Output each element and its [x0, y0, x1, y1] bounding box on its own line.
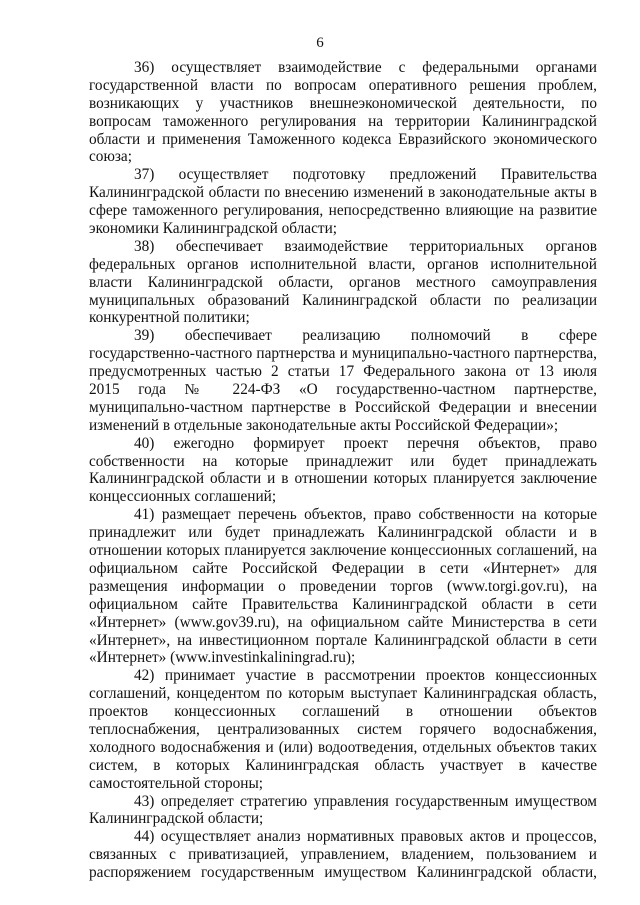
paragraph	[89, 828, 597, 882]
text-line: изменений в отдельные законодательные акты Российской Федерации»;	[89, 416, 559, 434]
text-line: государственной власти по вопросам оперативного решения проблем,	[89, 76, 597, 94]
text-line: вопросам таможенного регулирования на территории Калининградской	[89, 112, 597, 130]
text-line: принадлежит или будет принадлежать Калининградской области и в	[89, 524, 597, 542]
text-line: возникающих у участников внешнеэкономической деятельности, по	[89, 94, 597, 112]
document-body	[89, 59, 597, 882]
text-line: официальном сайте Правительства Калининградской области в сети	[89, 595, 597, 613]
text-line: проектов концессионных соглашений в отношении объектов	[89, 703, 597, 721]
text-line: государственно-частного партнерства и муниципально-частного партнерства,	[89, 345, 597, 363]
paragraph	[89, 166, 597, 238]
text-line: концессионных соглашений;	[89, 488, 277, 506]
paragraph	[89, 435, 597, 507]
text-line: Калининградской области и в отношении которых планируется заключение	[89, 470, 597, 488]
text-line: области и применения Таможенного кодекса Евразийского экономического	[89, 130, 597, 148]
text-line: 2015 года № 224-ФЗ «О государственно-частном партнерстве,	[89, 381, 597, 399]
text-line: предусмотренных частью 2 статьи 17 Федерального закона от 13 июля	[89, 363, 597, 381]
text-line: холодного водоснабжения и (или) водоотведения, отдельных объектов таких	[89, 738, 597, 756]
text-line: 38) обеспечивает взаимодействие территориальных органов	[134, 237, 597, 255]
text-line: 42) принимает участие в рассмотрении проектов концессионных	[134, 667, 597, 685]
text-line: отношении которых планируется заключение концессионных соглашений, на	[89, 542, 597, 560]
paragraph	[89, 793, 597, 829]
text-line: размещения информации о проведении торгов (www.torgi.gov.ru), на	[89, 577, 597, 595]
text-line: муниципально-частном партнерстве в Российской Федерации и внесении	[89, 398, 597, 416]
text-line: конкурентной политики;	[89, 309, 250, 327]
text-line: 36) осуществляет взаимодействие с федеральными органами	[134, 59, 597, 76]
text-line: систем, в которых Калининградская область участвует в качестве	[89, 756, 597, 774]
text-line: Калининградской области;	[89, 810, 264, 828]
page-number: 6	[316, 35, 324, 51]
text-line: соглашений, концедентом по которым выступает Калининградская область,	[89, 685, 597, 703]
text-line: Калининградской области по внесению изменений в законодательные акты в	[89, 184, 597, 202]
text-line: 44) осуществляет анализ нормативных правовых актов и процессов,	[134, 828, 597, 846]
text-line: теплоснабжения, централизованных систем горячего водоснабжения,	[89, 720, 597, 738]
text-line: «Интернет» (www.gov39.ru), на официальном сайте Министерства в сети	[89, 613, 597, 631]
text-line: союза;	[89, 148, 132, 166]
text-line: федеральных органов исполнительной власти, органов исполнительной	[89, 255, 597, 273]
text-line: муниципальных образований Калининградской области по реализации	[89, 291, 597, 309]
text-line: власти Калининградской области, органов местного самоуправления	[89, 273, 597, 291]
paragraph	[89, 667, 597, 792]
text-line: официальном сайте Российской Федерации в сети «Интернет» для	[89, 559, 597, 577]
text-line: 40) ежегодно формирует проект перечня объектов, право	[134, 434, 597, 452]
text-line: «Интернет» (www.investinkaliningrad.ru);	[89, 649, 356, 667]
text-line: 41) размещает перечень объектов, право собственности на которые	[134, 506, 597, 524]
text-line: собственности на которые принадлежит или будет принадлежать	[89, 452, 597, 470]
text-line: связанных с приватизацией, управлением, владением, пользованием и	[89, 846, 597, 864]
text-line: 43) определяет стратегию управления государственным имуществом	[134, 792, 597, 810]
text-line: экономики Калининградской области;	[89, 220, 338, 238]
text-line: 39) обеспечивает реализацию полномочий в сфере	[134, 327, 597, 345]
text-line: «Интернет», на инвестиционном портале Калининградской области в сети	[89, 631, 597, 649]
paragraph	[89, 327, 597, 434]
paragraph	[89, 238, 597, 327]
text-line: самостоятельной стороны;	[89, 774, 264, 792]
text-line: распоряжением государственным имуществом Калининградской области,	[89, 864, 597, 882]
text-line: 37) осуществляет подготовку предложений Правительства	[134, 166, 597, 184]
paragraph	[89, 506, 597, 667]
text-line: сфере таможенного регулирования, непосредственно влияющие на развитие	[89, 202, 597, 220]
paragraph	[89, 59, 597, 166]
